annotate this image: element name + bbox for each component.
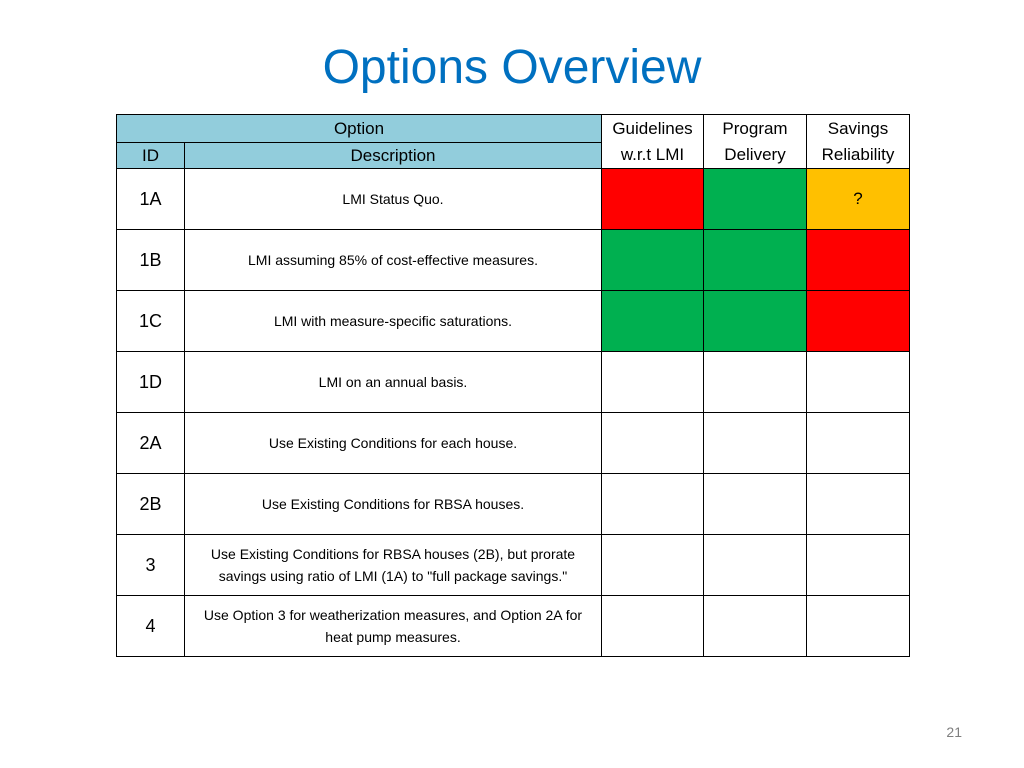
option-id-cell: 2B (117, 474, 185, 535)
savings-reliability-status-cell (807, 230, 910, 291)
guidelines-status-cell (602, 596, 704, 657)
description-line: Use Option 3 for weatherization measures, and Option 2A for (203, 607, 583, 623)
option-id-cell: 4 (117, 596, 185, 657)
description-line: LMI assuming 85% of cost-effective measures. (248, 252, 538, 268)
table-row (117, 169, 910, 230)
table-row (117, 352, 910, 413)
options-table (116, 114, 910, 657)
program-header-line1: Program (722, 118, 788, 138)
table-row (117, 535, 910, 596)
option-description-cell (185, 596, 602, 657)
description-line: LMI with measure-specific saturations. (273, 313, 513, 329)
savings-reliability-status-cell (807, 596, 910, 657)
guidelines-status-cell (602, 474, 704, 535)
program-delivery-status-cell (704, 230, 807, 291)
savings-reliability-status-cell (807, 535, 910, 596)
savings-reliability-header (807, 115, 910, 169)
savings-reliability-status-cell (807, 352, 910, 413)
program-delivery-status-cell (704, 474, 807, 535)
description-header: Description (185, 143, 602, 169)
option-description-cell (185, 413, 602, 474)
program-delivery-status-cell (704, 413, 807, 474)
page-number: 21 (946, 724, 962, 740)
program-delivery-header (704, 115, 807, 169)
guidelines-header (602, 115, 704, 169)
savings-reliability-status-cell (807, 413, 910, 474)
option-id-cell: 1A (117, 169, 185, 230)
guidelines-status-cell (602, 169, 704, 230)
savings-header-line1: Savings (827, 118, 889, 138)
program-delivery-status-cell (704, 291, 807, 352)
table-row (117, 474, 910, 535)
program-delivery-status-cell (704, 535, 807, 596)
description-line: LMI on an annual basis. (318, 374, 468, 390)
option-description-cell (185, 535, 602, 596)
option-header: Option (117, 115, 602, 143)
table-row (117, 596, 910, 657)
guidelines-header-line1: Guidelines (612, 118, 693, 138)
option-description-cell (185, 230, 602, 291)
option-description-cell (185, 474, 602, 535)
description-line: Use Existing Conditions for each house. (268, 435, 518, 451)
id-header: ID (117, 143, 185, 169)
option-id-cell: 1C (117, 291, 185, 352)
option-id-cell: 1B (117, 230, 185, 291)
description-line: Use Existing Conditions for RBSA houses (2B), but prorate (210, 546, 576, 562)
guidelines-status-cell (602, 230, 704, 291)
program-delivery-status-cell (704, 352, 807, 413)
table-row (117, 291, 910, 352)
program-delivery-status-cell (704, 169, 807, 230)
option-description-cell (185, 169, 602, 230)
guidelines-status-cell (602, 535, 704, 596)
option-id-cell: 1D (117, 352, 185, 413)
description-line: Use Existing Conditions for RBSA houses. (261, 496, 525, 512)
guidelines-header-line2: w.r.t LMI (620, 144, 685, 164)
option-id-cell: 2A (117, 413, 185, 474)
table-row (117, 230, 910, 291)
description-line: heat pump measures. (325, 629, 461, 645)
guidelines-status-cell (602, 291, 704, 352)
option-description-cell (185, 291, 602, 352)
program-delivery-status-cell (704, 596, 807, 657)
table-row (117, 413, 910, 474)
savings-reliability-status-cell: ? (807, 169, 910, 230)
option-description-cell (185, 352, 602, 413)
program-header-line2: Delivery (724, 144, 786, 164)
description-line: savings using ratio of LMI (1A) to "full package savings." (218, 568, 568, 584)
savings-reliability-status-cell (807, 291, 910, 352)
savings-reliability-status-cell (807, 474, 910, 535)
guidelines-status-cell (602, 352, 704, 413)
option-id-cell: 3 (117, 535, 185, 596)
description-line: LMI Status Quo. (342, 191, 444, 207)
slide-title: Options Overview (322, 41, 702, 94)
guidelines-status-cell (602, 413, 704, 474)
savings-header-line2: Reliability (821, 144, 895, 164)
